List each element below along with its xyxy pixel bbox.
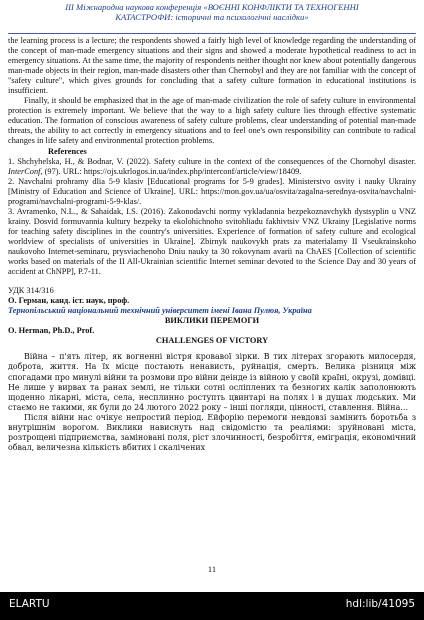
reference-1 [8, 157, 416, 177]
references-heading: References [48, 146, 87, 156]
paragraph-3: Війна – п'ять літер, як вогненні вістря кровавої зірки. В тих літерах згорають милосердя, доброта, життя. На їх місце постають ненависть, руйнація, смерть. Велика різниця між спогадами про минулі війни та розмови про війни деінде із війною у своїй країні, окрузі, домівці. Не лише у вирвах та ранах землі, не тільки сотні осліплених та безногих калік заполонюють щоденно лікарні, міста, села, несплинно роступть цвинтарі на полях і в душах людських. Ми стаємо не такими, як були до 24 лютого 2022 року – інші погляди, цінності, ставлення. Війна… [8, 352, 416, 412]
article-title-english: CHALLENGES OF VICTORY [155, 336, 269, 346]
author-ukrainian: О. Герман, канд. іст. наук, проф. [8, 296, 130, 306]
document-body [8, 36, 416, 453]
udc-code: УДК 314/316 [8, 286, 54, 296]
header-line-2: КАТАСТРОФИ: історичні та психологічні наслідки» [115, 12, 309, 22]
running-header [0, 2, 424, 22]
affiliation-ukrainian: Тернопільський національний технічний університет імені Івана Пулюя, Україна [8, 306, 312, 316]
paragraph-2: Finally, it should be emphasized that in the age of man-made civilization the role of safety culture in environmental protection is extremely important. We believe that the way to a high safety culture lies through effective systematic education. The formation of conscious awareness of safety culture problems, clear understanding of potential man-made threats, the ability to act correctly in emergency situations and to feel one's own responsibility can contribute to radical changes in life safety and environmental protection problems. [8, 96, 416, 146]
reference-1-text-b: , (97). URL: https://ojs.ukrlogos.in.ua/index.php/interconf/article/view/18409. [40, 166, 302, 176]
article-title-ukrainian: ВИКЛИКИ ПЕРЕМОГИ [164, 316, 260, 326]
header-line-1: ІІІ Міжнародна наукова конференція «ВОЄННІ КОНФЛІКТИ ТА ТЕХНОГЕННІ [65, 2, 359, 12]
author-english: O. Herman, Ph.D., Prof. [8, 326, 95, 336]
paragraph-1: the learning process is a lecture; the respondents showed a fairly high level of knowledge regarding the understanding of the concept of man-made emergency situations and their signs and showed a moderate hypothetical readiness to act in emergency situations. At the same time, the majority of respondents neither thought nor knew about potentially dangerous man-made objects in their region, man-made disasters other than Chernobyl and they are not familiar with the concept of "safety culture", which gives grounds for concluding that a safety culture formation in educational institutions is insufficient. [8, 36, 416, 96]
reference-1-journal: InterConf [8, 166, 41, 176]
handle-identifier: hdl:lib/41095 [345, 598, 415, 610]
page-number: 11 [207, 564, 217, 574]
viewer-footer-bar [0, 592, 424, 620]
reference-3: 3. Avramenko, N.L., & Sahaidak, I.S. (2016). Zakonodavchi normy vykladannia bezpekoznavchykh dystsyplin u VNZ krainy. Dosvid formuvannia kultury bezpeky ta ekolohichnoho svitohliadu fakhivtsiv VNZ Ukrainy [Legislative norms for teaching safety disciplines in the country's universities. Experience of formation of safety culture and ecological worldview of specialists of universities in Ukraine]. Zbirnyk naukovykh prats za materialamy II Vseukrainskoho naukovoho Internet-seminaru, prysviachenoho Dniu nauky ta 30 rokovynam avarii na ChAES [Collection of scientific works based on materials of the II All-Ukrainian scientific Internet seminar devoted to the Science Day and 30 years of accident at ChNPP], P.7-11. [8, 206, 416, 277]
repository-name: ELARTU [9, 598, 50, 610]
reference-1-text-a: 1. Shchyhelska, H., & Bodnar, V. (2022). Safety culture in the context of the consequences of the Chornobyl disaster. [8, 156, 416, 166]
reference-2: 2. Navchalni prohramy dlia 5-9 klasiv [Educational programs for 5-9 grades]. Ministerstvo osvity i nauky Ukrainy [Ministry of Education and Science of Ukraine]. URL: https://mon.gov.ua/ua/osvita/zagalna-serednya-osvita/navchalni-programi/navchalni-programi-5-9-klas/. [8, 176, 416, 206]
header-rule [8, 33, 416, 34]
paragraph-4: Після війни нас очікує непростий період. Ейфорію перемоги невдовзі замінить боротьба з внутрішнім ворогом. Виклики нависнуть над свідомістю та реаліями: зруйновані міста, розтрощені підприємства, заміновані поля, ріст злочинності, безробіття, еміграція, економічний обвал, величезна кількість вбитих і скалічених [8, 412, 416, 452]
